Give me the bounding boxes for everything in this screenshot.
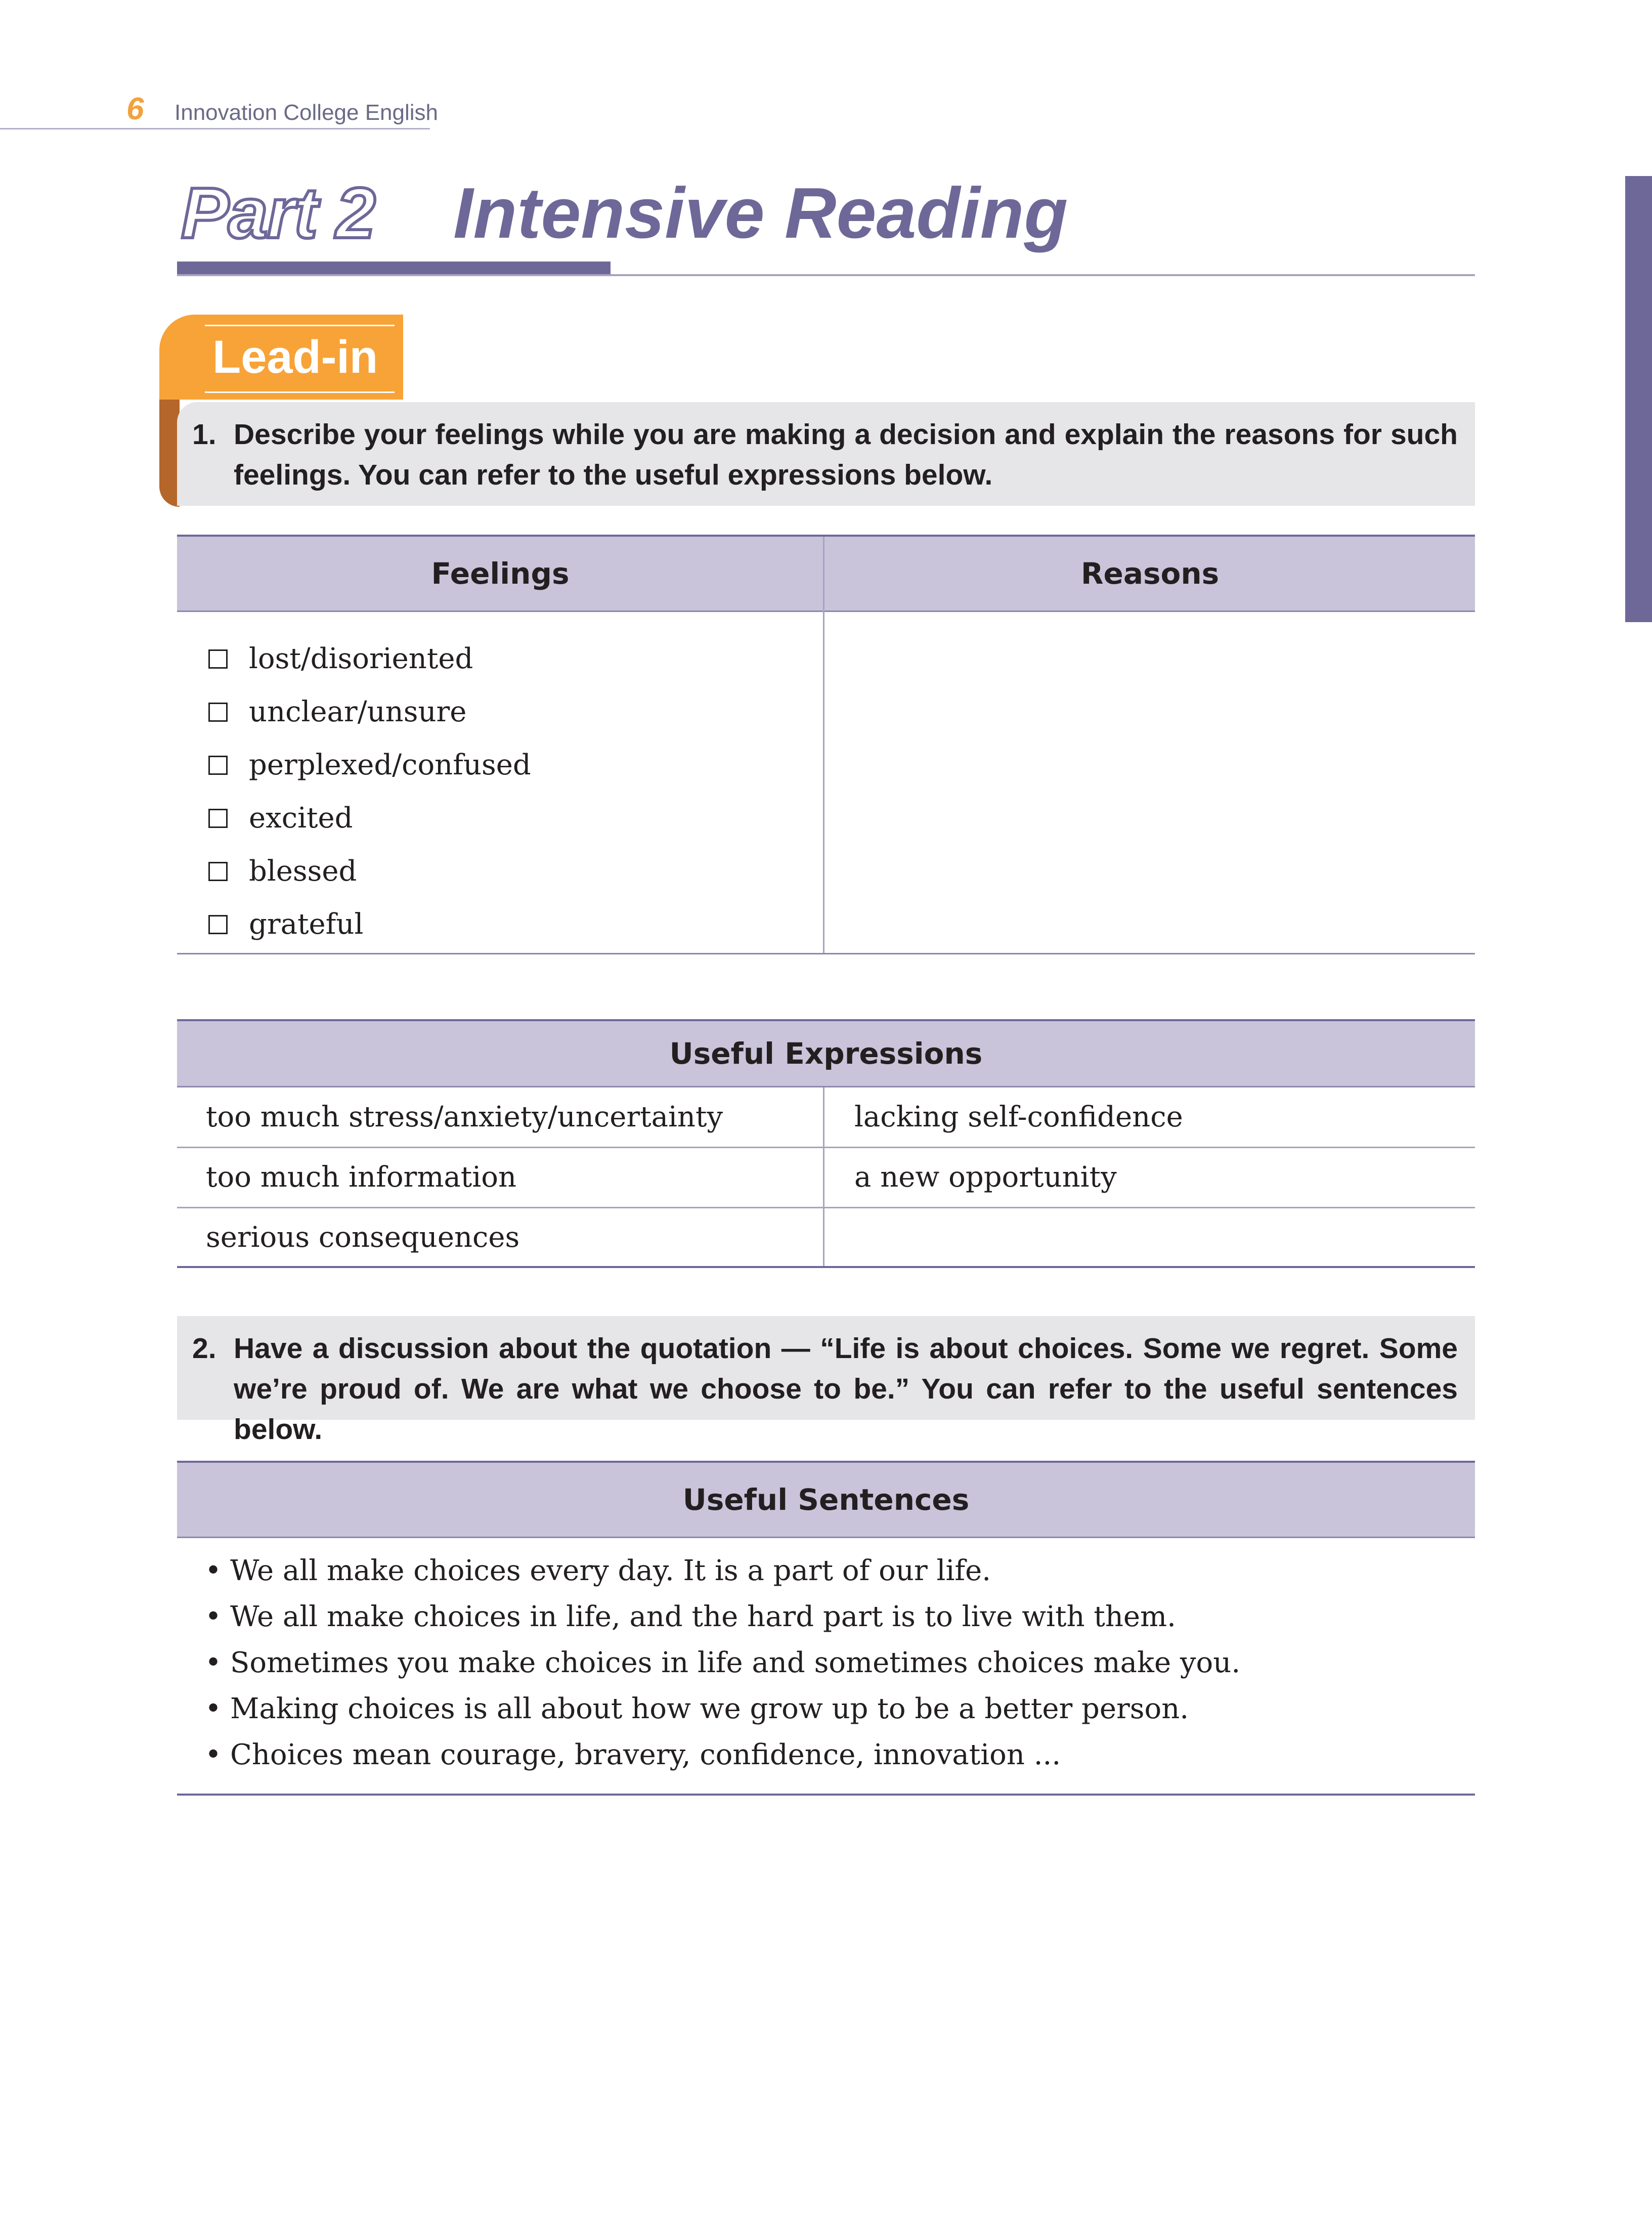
task-2-text: Have a discussion about the quotation — “Life is about choices. Some we regret. Some we’re proud of. We are what we choose to be.” You can refer to the useful sentences below.	[234, 1332, 1458, 1446]
list-item	[205, 1738, 1459, 1784]
section-label: Lead-in	[212, 331, 378, 383]
header-rule	[0, 128, 430, 129]
task-2-instruction	[177, 1316, 1475, 1446]
checkbox[interactable]	[208, 862, 228, 881]
feelings-list	[208, 632, 805, 951]
sentence-text: We all make choices in life, and the hard part is to live with them.	[230, 1600, 1176, 1633]
expression-cell: too much stress/anxiety/uncertainty	[206, 1101, 723, 1133]
useful-sentences-list	[205, 1554, 1459, 1784]
title-rule	[177, 274, 1475, 276]
expressions-divider	[823, 1087, 824, 1267]
expression-row-divider	[177, 1207, 1475, 1208]
task-1-number: 1.	[192, 418, 216, 451]
list-item	[208, 792, 805, 845]
useful-sentences-header	[177, 1461, 1475, 1538]
sentences-bottom-rule	[177, 1794, 1475, 1796]
feeling-label: grateful	[249, 908, 364, 941]
part-label: Part 2	[181, 173, 375, 253]
useful-sentences-title: Useful Sentences	[682, 1482, 970, 1517]
task-2-number: 2.	[192, 1332, 216, 1365]
feeling-label: lost/disoriented	[249, 642, 473, 675]
list-item	[208, 898, 805, 951]
useful-expressions-header	[177, 1019, 1475, 1087]
list-item	[205, 1646, 1459, 1692]
checkbox[interactable]	[208, 809, 228, 828]
bullet-icon: •	[205, 1692, 222, 1725]
checkbox[interactable]	[208, 703, 228, 722]
expression-cell: a new opportunity	[854, 1161, 1117, 1194]
sentence-text: We all make choices every day. It is a part of our life.	[230, 1554, 991, 1587]
part-title: Intensive Reading	[453, 173, 1068, 253]
side-tab	[1625, 176, 1652, 622]
checkbox[interactable]	[208, 915, 228, 934]
feeling-label: perplexed/confused	[249, 749, 531, 781]
task-1-text: Describe your feelings while you are making a decision and explain the reasons for such feelings. You can refer to the useful expressions below.	[234, 418, 1458, 491]
lead-in-line-bottom	[205, 391, 395, 393]
feeling-label: unclear/unsure	[249, 695, 467, 728]
bullet-icon: •	[205, 1554, 222, 1587]
lead-in-tab-fold	[159, 400, 180, 507]
list-item	[205, 1554, 1459, 1600]
reasons-header: Reasons	[1080, 556, 1220, 591]
title-accent-bar	[177, 261, 611, 276]
expressions-table-bottom	[177, 1266, 1475, 1268]
expression-cell: too much information	[206, 1161, 517, 1194]
feelings-divider	[823, 537, 824, 954]
list-item	[208, 685, 805, 738]
useful-expressions-title: Useful Expressions	[669, 1036, 983, 1071]
bullet-icon: •	[205, 1738, 222, 1771]
list-item	[208, 845, 805, 898]
list-item	[208, 738, 805, 792]
lead-in-line-top	[205, 325, 395, 326]
list-item	[205, 1692, 1459, 1738]
feelings-header: Feelings	[431, 556, 570, 591]
bullet-icon: •	[205, 1646, 222, 1679]
feeling-label: blessed	[249, 855, 357, 888]
checkbox[interactable]	[208, 649, 228, 669]
sentence-text: Sometimes you make choices in life and sometimes choices make you.	[230, 1646, 1241, 1679]
checkbox[interactable]	[208, 756, 228, 775]
sentence-text: Choices mean courage, bravery, confidence, innovation ...	[230, 1738, 1061, 1771]
expression-cell: serious consequences	[206, 1221, 520, 1254]
task-1-instruction	[177, 402, 1475, 506]
bullet-icon: •	[205, 1600, 222, 1633]
expression-row-divider	[177, 1147, 1475, 1148]
sentence-text: Making choices is all about how we grow up to be a better person.	[230, 1692, 1189, 1725]
feelings-table-bottom	[177, 953, 1475, 954]
list-item	[205, 1600, 1459, 1646]
book-title: Innovation College English	[175, 100, 439, 125]
feeling-label: excited	[249, 802, 353, 835]
list-item	[208, 632, 805, 685]
expression-cell: lacking self-confidence	[854, 1101, 1183, 1133]
page-number: 6	[126, 92, 144, 126]
